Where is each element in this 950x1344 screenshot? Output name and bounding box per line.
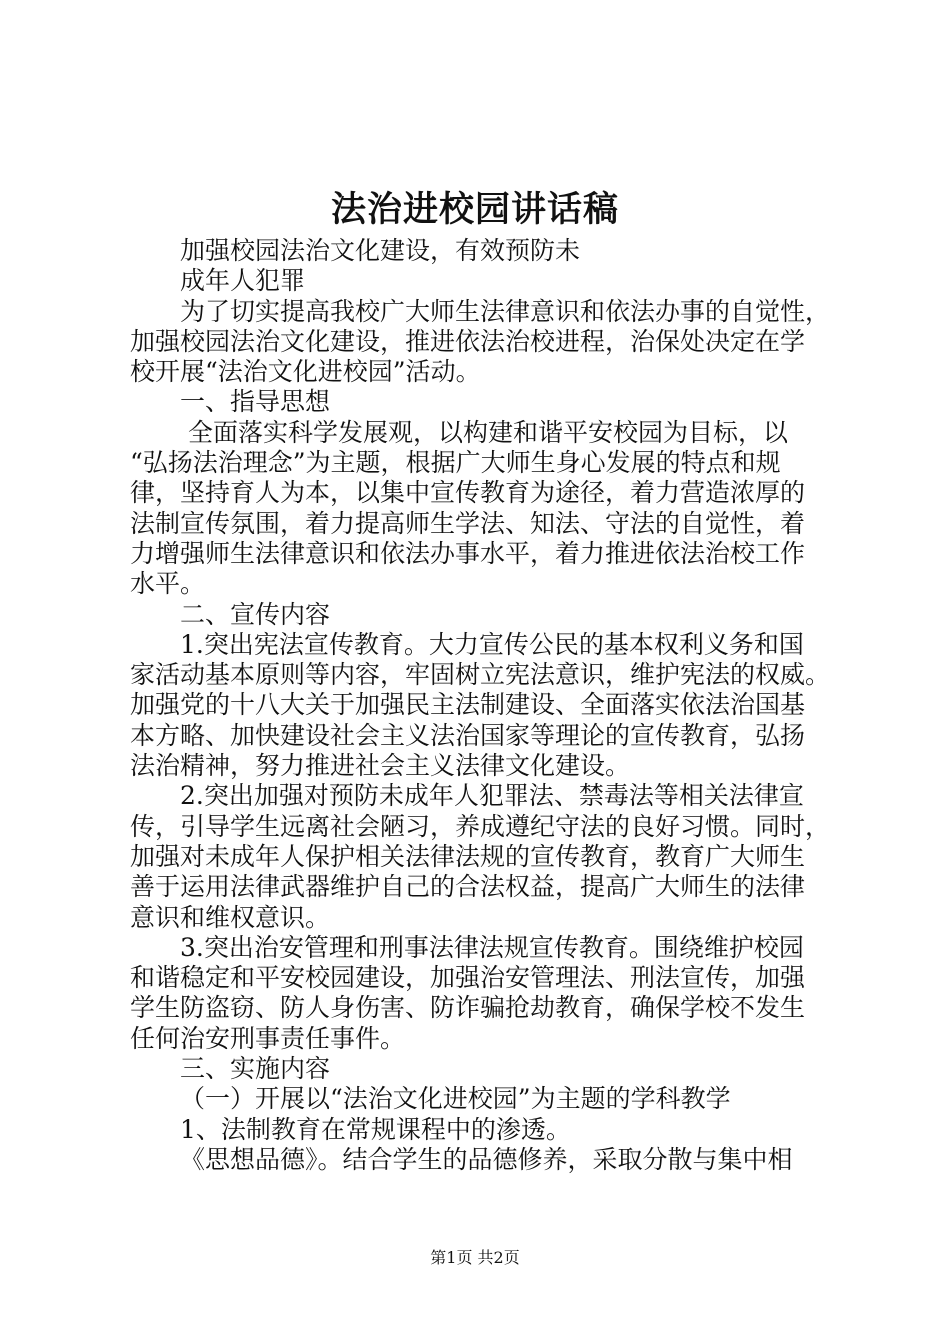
- subsection-heading: （一）开展以“法治文化进校园”为主题的学科教学: [180, 1084, 731, 1114]
- paragraph-line: 法制宣传氛围，着力提高师生学法、知法、守法的自觉性，着: [130, 508, 806, 538]
- paragraph-line: 力增强师生法律意识和依法办事水平，着力推进依法治校工作: [130, 538, 806, 568]
- paragraph-line: 校开展“法治文化进校园”活动。: [130, 357, 481, 387]
- page-number-footer: 第1页 共2页: [430, 1248, 520, 1267]
- paragraph-line: 全面落实科学发展观，以构建和谐平安校园为目标，以: [188, 417, 789, 447]
- paragraph-line: 2.突出加强对预防未成年人犯罪法、禁毒法等相关法律宣: [180, 781, 804, 811]
- paragraph-line: 水平。: [130, 569, 206, 599]
- section-heading: 二、宣传内容: [180, 599, 331, 629]
- document-title: 法治进校园讲话稿: [330, 189, 619, 230]
- paragraph-line: 为了切实提高我校广大师生法律意识和依法办事的自觉性，: [180, 296, 831, 326]
- section-heading: 三、实施内容: [180, 1054, 331, 1084]
- document-body: [130, 236, 840, 1175]
- paragraph-line: 加强党的十八大关于加强民主法制建设、全面落实依法治国基: [130, 690, 806, 720]
- paragraph-line: 善于运用法律武器维护自己的合法权益，提高广大师生的法律: [130, 872, 806, 902]
- paragraph-line: 传，引导学生远离社会陋习，养成遵纪守法的良好习惯。同时，: [130, 811, 831, 841]
- paragraph-line: 法治精神，努力推进社会主义法律文化建设。: [130, 751, 631, 781]
- paragraph-line: 1、法制教育在常规课程中的渗透。: [180, 1114, 571, 1144]
- paragraph-line: 家活动基本原则等内容，牢固树立宪法意识，维护宪法的权威。: [130, 660, 831, 690]
- paragraph-line: 学生防盗窃、防人身伤害、防诈骗抢劫教育，确保学校不发生: [130, 993, 806, 1023]
- paragraph-line: 成年人犯罪: [180, 266, 306, 296]
- section-heading: 一、指导思想: [180, 387, 331, 417]
- paragraph-line: 加强校园法治文化建设，有效预防未: [180, 236, 581, 265]
- paragraph-line: 本方略、加快建设社会主义法治国家等理论的宣传教育，弘扬: [130, 720, 806, 750]
- paragraph-line: 任何治安刑事责任事件。: [130, 1023, 406, 1053]
- paragraph-line: 3.突出治安管理和刑事法律法规宣传教育。围绕维护校园: [180, 932, 804, 962]
- paragraph-line: 1.突出宪法宣传教育。大力宣传公民的基本权利义务和国: [180, 629, 804, 659]
- paragraph-line: “弘扬法治理念”为主题，根据广大师生身心发展的特点和规: [130, 448, 781, 478]
- paragraph-line: 律，坚持育人为本，以集中宣传教育为途径，着力营造浓厚的: [130, 478, 806, 508]
- paragraph-line: 加强校园法治文化建设，推进依法治校进程，治保处决定在学: [130, 326, 806, 356]
- paragraph-line: 和谐稳定和平安校园建设，加强治安管理法、刑法宣传，加强: [130, 963, 806, 993]
- paragraph-line: 加强对未成年人保护相关法律法规的宣传教育，教育广大师生: [130, 841, 806, 871]
- paragraph-line: 意识和维权意识。: [130, 902, 331, 932]
- paragraph-line: 《思想品德》。结合学生的品德修养，采取分散与集中相: [180, 1144, 793, 1174]
